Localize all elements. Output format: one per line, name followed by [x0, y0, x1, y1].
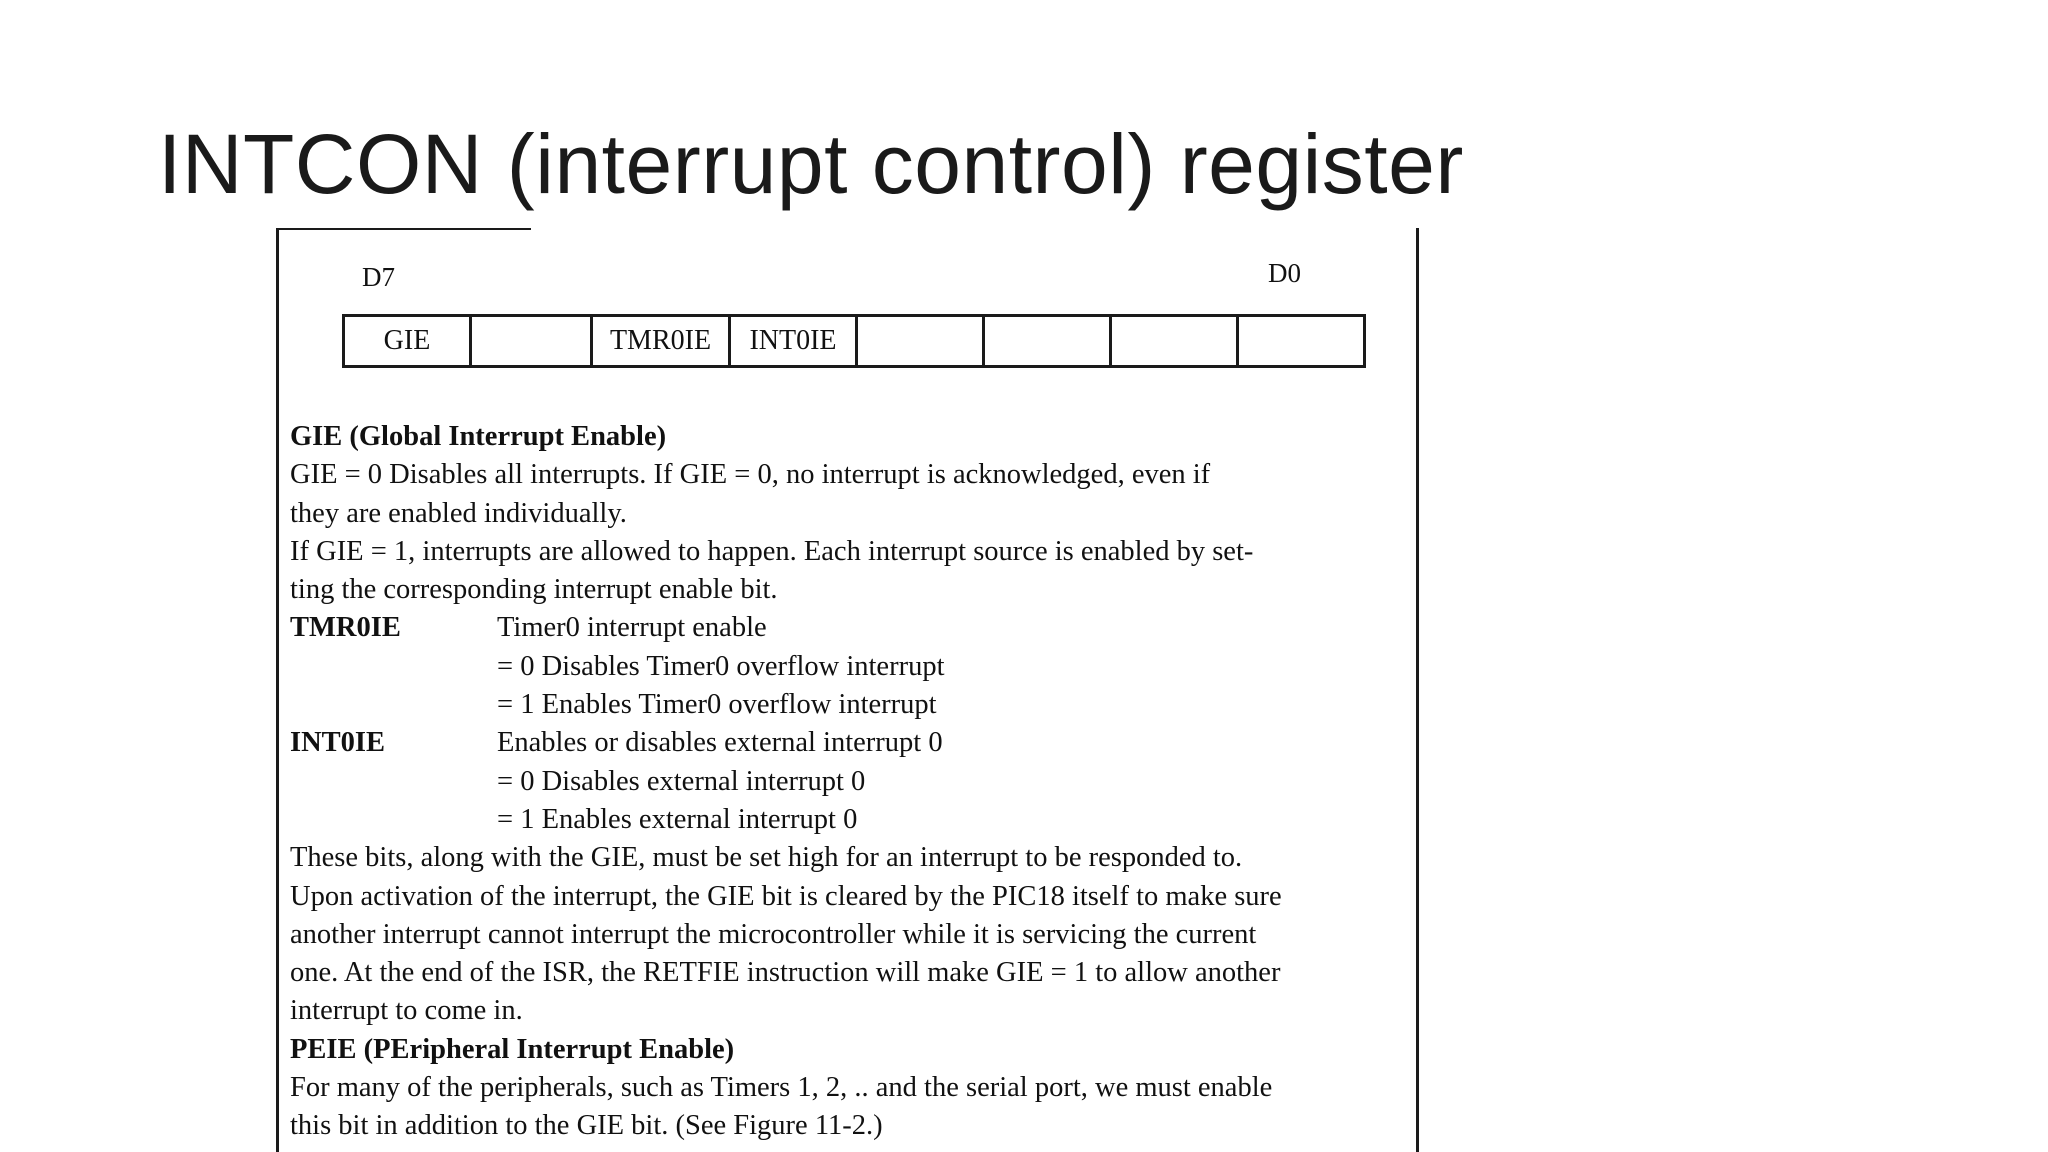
- tmr0ie-def: = 0 Disables Timer0 overflow interrupt: [497, 650, 945, 682]
- gie-text-line: GIE = 0 Disables all interrupts. If GIE = 0, no interrupt is acknowledged, even if: [290, 459, 1211, 491]
- scan-left-border: [276, 228, 279, 1152]
- int0ie-def: = 1 Enables external interrupt 0: [497, 803, 858, 835]
- register-bit-1: [1109, 314, 1239, 368]
- tmr0ie-definition-cont: [290, 648, 1420, 686]
- paragraph-line: another interrupt cannot interrupt the microcontroller while it is servicing the current: [290, 918, 1257, 950]
- peie-heading: PEIE (PEripheral Interrupt Enable): [290, 1033, 735, 1065]
- paragraph-line: one. At the end of the ISR, the RETFIE instruction will make GIE = 1 to allow another: [290, 957, 1281, 989]
- register-bit-3: [855, 314, 985, 368]
- tmr0ie-term: TMR0IE: [290, 612, 401, 644]
- scanned-figure: [276, 228, 1422, 1152]
- tmr0ie-definition: [290, 609, 1420, 647]
- term-spacer: [290, 801, 497, 839]
- gie-text-line: ting the corresponding interrupt enable bit.: [290, 574, 778, 606]
- register-diagram: [342, 314, 1366, 366]
- int0ie-definition-cont: [290, 763, 1420, 801]
- int0ie-def: Enables or disables external interrupt 0: [497, 727, 943, 759]
- tmr0ie-def: = 1 Enables Timer0 overflow interrupt: [497, 689, 937, 721]
- gie-heading: GIE (Global Interrupt Enable): [290, 421, 667, 452]
- gie-text-line: they are enabled individually.: [290, 497, 627, 529]
- paragraph-line: Upon activation of the interrupt, the GIE bit is cleared by the PIC18 itself to make sure: [290, 880, 1282, 912]
- tmr0ie-def: Timer0 interrupt enable: [497, 612, 767, 644]
- int0ie-term: INT0IE: [290, 727, 386, 759]
- paragraph-line: interrupt to come in.: [290, 995, 523, 1027]
- msb-label: D7: [362, 262, 395, 292]
- int0ie-definition-cont: [290, 801, 1420, 839]
- register-bit-4: INT0IE: [728, 314, 858, 368]
- peie-text-line: For many of the peripherals, such as Timers 1, 2, .. and the serial port, we must enable: [290, 1072, 1273, 1104]
- term-spacer: [290, 763, 497, 801]
- lsb-label: D0: [1268, 258, 1301, 288]
- gie-text-line: If GIE = 1, interrupts are allowed to happen. Each interrupt source is enabled by set-: [290, 535, 1254, 567]
- term-spacer: [290, 648, 497, 686]
- paragraph-line: These bits, along with the GIE, must be set high for an interrupt to be responded to.: [290, 842, 1243, 874]
- int0ie-def: = 0 Disables external interrupt 0: [497, 765, 866, 797]
- tmr0ie-definition-cont: [290, 686, 1420, 724]
- peie-text-line: this bit in addition to the GIE bit. (See Figure 11-2.): [290, 1110, 883, 1142]
- register-bit-2: [982, 314, 1112, 368]
- slide-title: INTCON (interrupt control) register: [158, 117, 1464, 211]
- int0ie-definition: [290, 724, 1420, 762]
- register-bit-5: TMR0IE: [590, 314, 731, 368]
- register-description: [290, 418, 1420, 1146]
- register-bit-0: [1236, 314, 1366, 368]
- term-spacer: [290, 686, 497, 724]
- scan-top-border: [276, 228, 531, 230]
- register-bit-6: [469, 314, 593, 368]
- register-bit-7: GIE: [342, 314, 472, 368]
